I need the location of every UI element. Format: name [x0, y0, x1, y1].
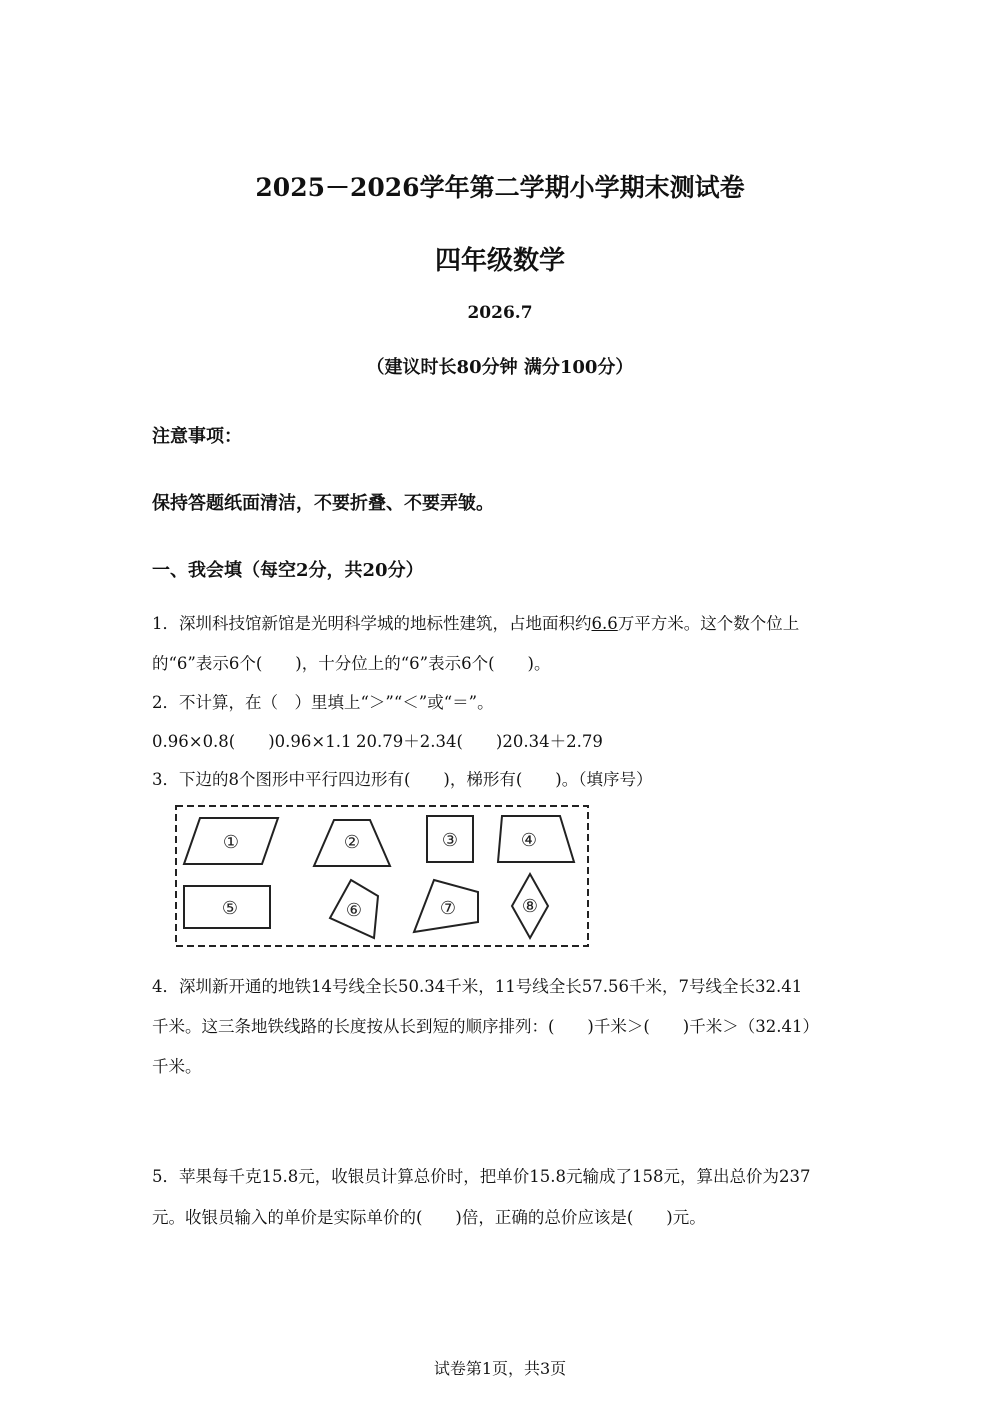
shape-label-3: ③	[441, 830, 459, 851]
notice-label: 注意事项：	[152, 426, 242, 447]
q1-text-post: 万平方米。这个数个位上	[617, 614, 800, 633]
shape-label-6: ⑥	[345, 900, 363, 921]
q2-expr1: 0.96×0.8( )0.96×1.1	[152, 732, 352, 751]
q1-text-pre: 1．深圳科技馆新馆是光明科学城的地标性建筑，占地面积约	[152, 614, 592, 633]
q1-area-value: 6.6	[591, 614, 618, 633]
q2-prompt: 2．不计算，在（ ）里填上“＞”“＜”或“＝”。	[152, 693, 494, 712]
q5-line1: 5．苹果每千克15.8元，收银员计算总价时，把单价15.8元输成了158元，算出总价为237	[152, 1167, 811, 1186]
exam-title: 2025－2026学年第二学期小学期末测试卷	[255, 173, 745, 202]
shape-label-1: ①	[222, 832, 240, 853]
exam-date: 2026.7	[467, 303, 533, 323]
dashed-border	[176, 806, 588, 946]
q3-prompt: 3．下边的8个图形中平行四边形有( )，梯形有( )。（填序号）	[152, 770, 653, 789]
shape-label-5: ⑤	[221, 898, 239, 919]
shape-label-4: ④	[520, 830, 538, 851]
notice-text: 保持答题纸面清洁，不要折叠、不要弄皱。	[152, 493, 494, 514]
shape-label-2: ②	[343, 832, 361, 853]
q1-line2: 的“6”表示6个( )，十分位上的“6”表示6个( )。	[152, 654, 551, 673]
q4-line1: 4．深圳新开通的地铁14号线全长50.34千米，11号线全长57.56千米，7号线全长32.41	[152, 977, 803, 996]
q4-line3: 千米。	[152, 1057, 202, 1076]
shape-label-8: ⑧	[521, 896, 539, 917]
q4-line2: 千米。这三条地铁线路的长度按从长到短的顺序排列：( )千米＞( )千米＞（32.41）	[152, 1017, 819, 1036]
q3-shapes-figure	[172, 802, 594, 952]
page-footer: 试卷第1页，共3页	[433, 1359, 567, 1378]
q5-line2: 元。收银员输入的单价是实际单价的( )倍，正确的总价应该是( )元。	[152, 1208, 706, 1227]
exam-duration: （建议时长80分钟 满分100分）	[366, 357, 634, 378]
q2-expr2: 20.79＋2.34( )20.34＋2.79	[356, 732, 603, 751]
q1-line1	[152, 610, 799, 634]
exam-subject: 四年级数学	[434, 246, 565, 276]
shape-label-7: ⑦	[439, 898, 457, 919]
section1-heading: 一、我会填（每空2分，共20分）	[152, 560, 424, 581]
